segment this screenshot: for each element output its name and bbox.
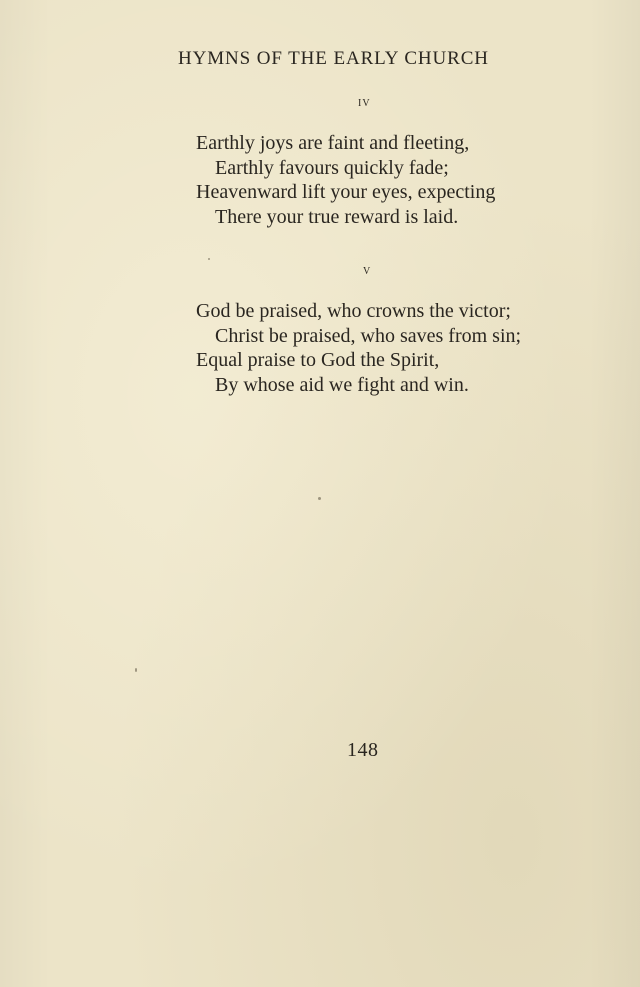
verse-line: Earthly joys are faint and fleeting,: [196, 132, 470, 154]
paper-speck: [135, 668, 137, 672]
stanza-v: [196, 299, 521, 397]
verse-line: Christ be praised, who saves from sin;: [215, 324, 522, 347]
verse-line: God be praised, who crowns the victor;: [196, 300, 511, 322]
verse-line: Earthly favours quickly fade;: [215, 156, 449, 179]
stanza-iv: [196, 131, 495, 229]
paper-speck: [318, 497, 321, 500]
running-head: HYMNS OF THE EARLY CHURCH: [178, 48, 489, 69]
paper-speck: [208, 258, 210, 260]
verse-line: Equal praise to God the Spirit,: [196, 349, 440, 371]
verse-line: Heavenward lift your eyes, expecting: [196, 181, 496, 203]
page-number: 148: [347, 739, 379, 761]
section-numeral-iv: iv: [358, 95, 371, 110]
verse-line: There your true reward is laid.: [215, 205, 459, 228]
section-numeral-v: v: [363, 263, 372, 278]
verse-line: By whose aid we fight and win.: [215, 373, 469, 396]
